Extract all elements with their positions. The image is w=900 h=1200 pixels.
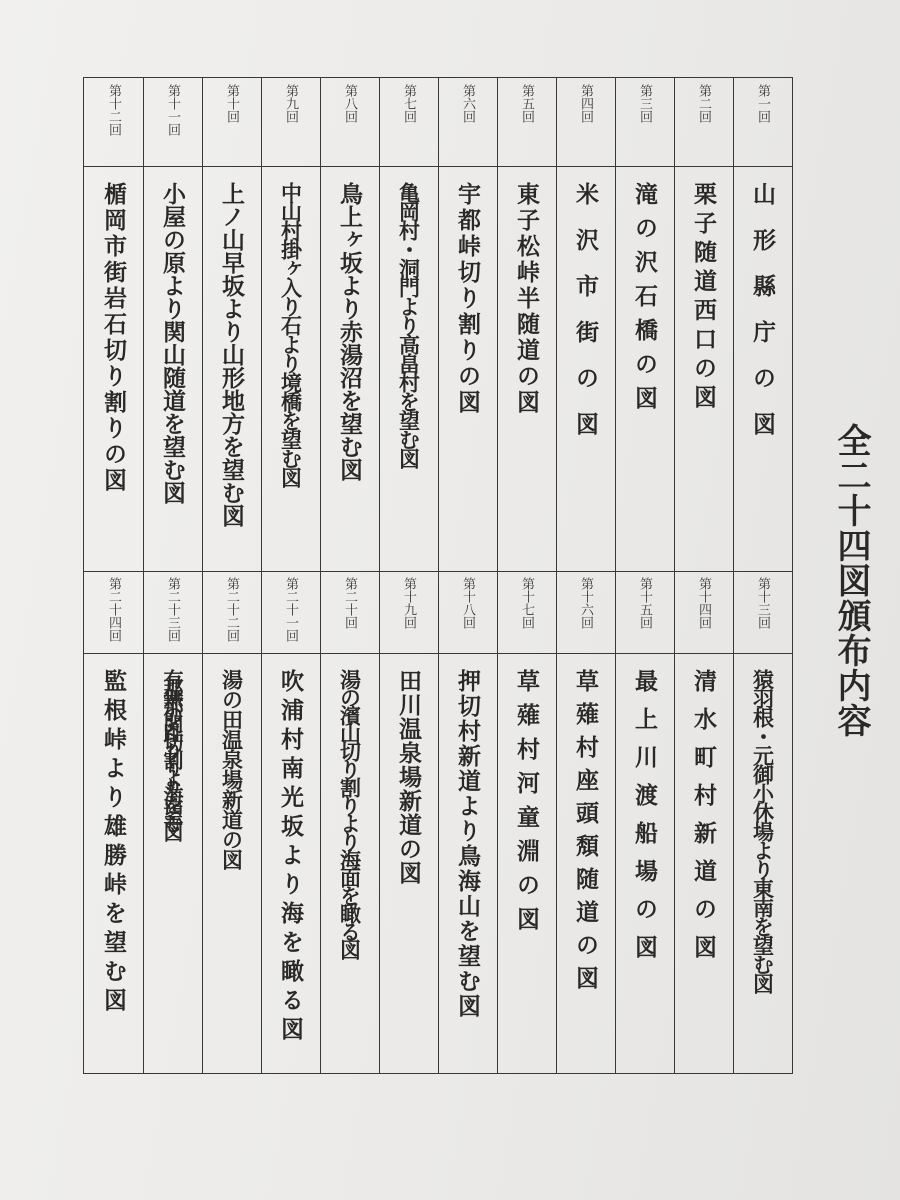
issue-number: 第十二回 xyxy=(106,84,121,136)
issue-number: 第七回 xyxy=(401,84,416,123)
issue-title: 宇都峠切り割りの図 xyxy=(454,182,481,416)
issue-number: 第十六回 xyxy=(578,577,593,629)
issue-title: 湯 の 田 温 泉 場 新 道 の 図 xyxy=(219,669,245,859)
issue-title: 東子松峠半随道の図 xyxy=(513,182,540,416)
issue-title: 山 形 縣 庁 の 図 xyxy=(749,182,776,435)
issue-title: 押切村新道より鳥海山を望む図 xyxy=(454,669,481,1019)
issue-title: 楯岡市街岩石切り割りの図 xyxy=(100,182,127,494)
issue-number: 第二十一回 xyxy=(283,577,298,642)
issue-number: 第二回 xyxy=(696,84,711,123)
issue-title: 米 沢 市 街 の 図 xyxy=(572,182,599,435)
issue-number: 第二十三回 xyxy=(165,577,180,642)
issue-number: 第十四回 xyxy=(696,577,711,629)
issue-number: 第二十二回 xyxy=(224,577,239,642)
issue-number: 第三回 xyxy=(637,84,652,123)
issue-number: 第四回 xyxy=(578,84,593,123)
issue-title: 滝の沢石橋の図 xyxy=(631,182,658,420)
issue-title: 最上川渡船場の図 xyxy=(631,669,658,973)
issue-number: 第二十四回 xyxy=(106,577,121,642)
issue-number: 第九回 xyxy=(283,84,298,123)
issue-title: 上ノ山早坂より山形地方を望む図 xyxy=(218,182,245,527)
issue-number: 第十回 xyxy=(224,84,239,123)
issue-title: 中山村掛ヶ入り石より境橋を望む図 xyxy=(278,182,304,486)
issue-title: 草薙村座頭頽随道の図 xyxy=(572,669,599,999)
issue-number: 第五回 xyxy=(519,84,534,123)
issue-title: 亀岡村・洞門より高畠村を望む図 xyxy=(396,182,422,467)
issue-number: 第十九回 xyxy=(401,577,416,629)
contents-table xyxy=(83,77,793,1074)
issue-number: 第一回 xyxy=(755,84,770,123)
issue-number: 第十五回 xyxy=(637,577,652,629)
issue-number: 第六回 xyxy=(460,84,475,123)
issue-number: 第十七回 xyxy=(519,577,534,629)
issue-number: 第十八回 xyxy=(460,577,475,629)
issue-number: 第十三回 xyxy=(755,577,770,629)
issue-number: 第二十回 xyxy=(342,577,357,629)
issue-number: 第八回 xyxy=(342,84,357,123)
issue-title: 田 川 温 泉 場 新 道 の 図 xyxy=(395,669,422,873)
issue-title: 清水町村新道の図 xyxy=(690,669,717,973)
issue-title: 湯の濱山切り割りより海面を瞰る図 xyxy=(337,669,363,957)
issue-title: 有那無那の関趾切り割りより海を望む図 xyxy=(160,669,184,831)
issue-title: 猿羽根・元御小休場より東南を望む図 xyxy=(750,669,776,992)
issue-title: 監根峠より雄勝峠を望む図 xyxy=(100,669,127,1017)
issue-title: 栗子随道西口の図 xyxy=(690,182,717,414)
issue-number: 第十一回 xyxy=(165,84,180,136)
issue-title: 小屋の原より関山随道を望む図 xyxy=(159,182,186,504)
page-title: 全二十四図頒布内容 xyxy=(831,422,871,738)
issue-title: 草 薙 村 河 童 淵 の 図 xyxy=(513,669,540,924)
issue-title: 吹浦村南光坂より海を瞰る図 xyxy=(277,669,304,1046)
issue-title: 鳥上ヶ坂より赤湯沼を望む図 xyxy=(336,182,363,481)
